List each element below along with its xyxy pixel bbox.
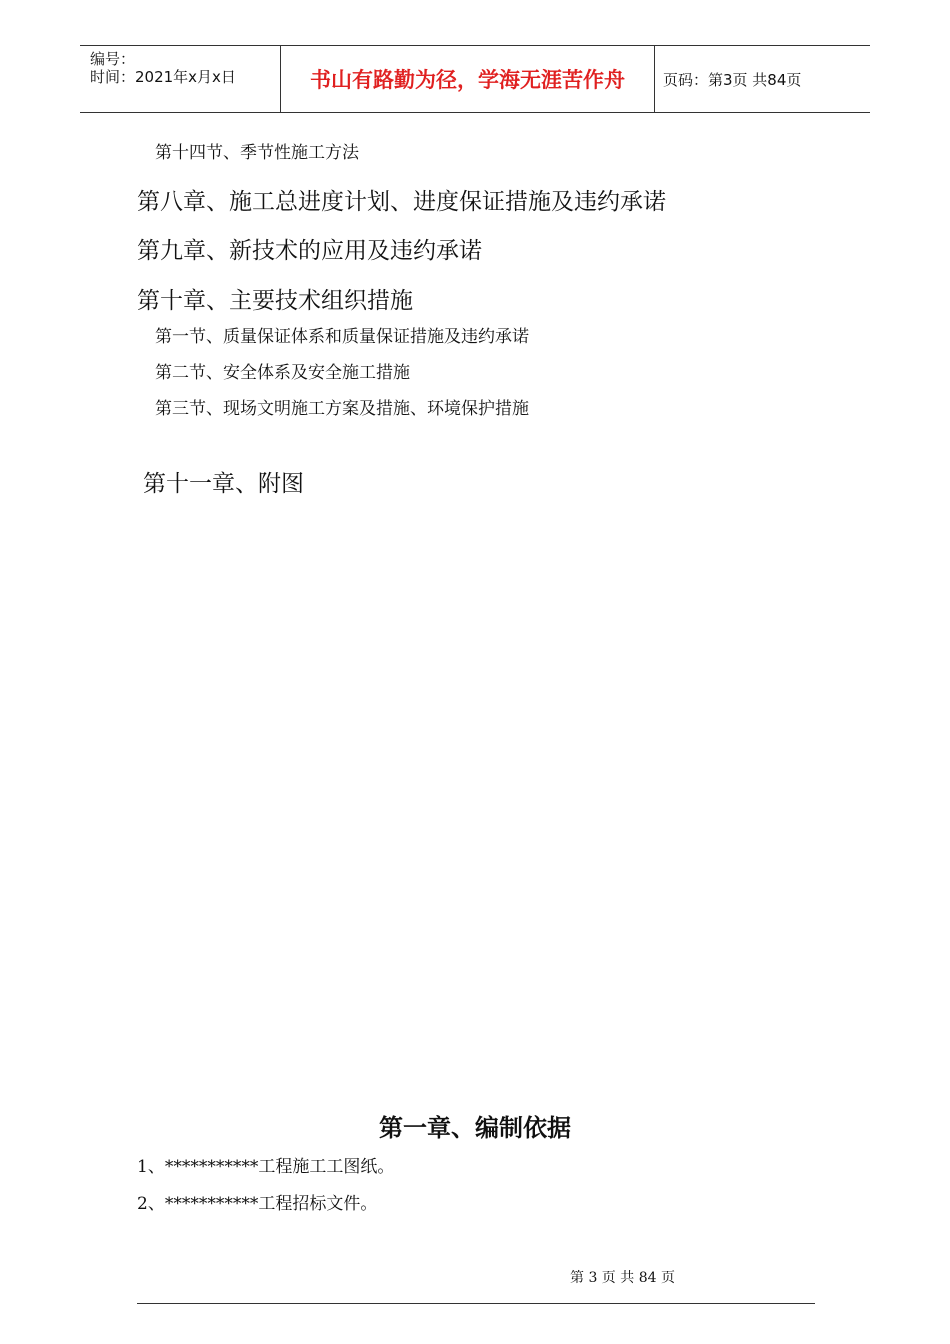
toc-chapter-item: 第十章、主要技术组织措施 [137,288,413,314]
chapter-title: 第一章、编制依据 [379,1114,571,1142]
toc-section-item: 第一节、质量保证体系和质量保证措施及违约承诺 [155,327,529,347]
footer-page-number: 第 3 页 共 84 页 [570,1270,675,1286]
toc-chapter-item: 第十一章、附图 [143,471,304,497]
toc-section-item: 第二节、安全体系及安全施工措施 [155,363,410,383]
basis-list-item: 2、***********工程招标文件。 [137,1194,378,1214]
toc-section-item: 第十四节、季节性施工方法 [155,143,359,163]
toc-chapter-item: 第九章、新技术的应用及违约承诺 [137,238,482,264]
toc-chapter-item: 第八章、施工总进度计划、进度保证措施及违约承诺 [137,189,666,215]
toc-section-item: 第三节、现场文明施工方案及措施、环境保护措施 [155,399,529,419]
footer-divider [137,1303,815,1304]
header-meta [80,46,281,112]
page-header [80,45,870,113]
header-motto: 书山有路勤为径，学海无涯苦作舟 [281,46,655,112]
basis-list-item: 1、***********工程施工工图纸。 [137,1157,395,1177]
document-number-label: 编号： [90,50,136,68]
header-page-info: 页码：第3页 共84页 [663,70,802,89]
document-time-label: 时间：2021年x月x日 [90,68,236,86]
